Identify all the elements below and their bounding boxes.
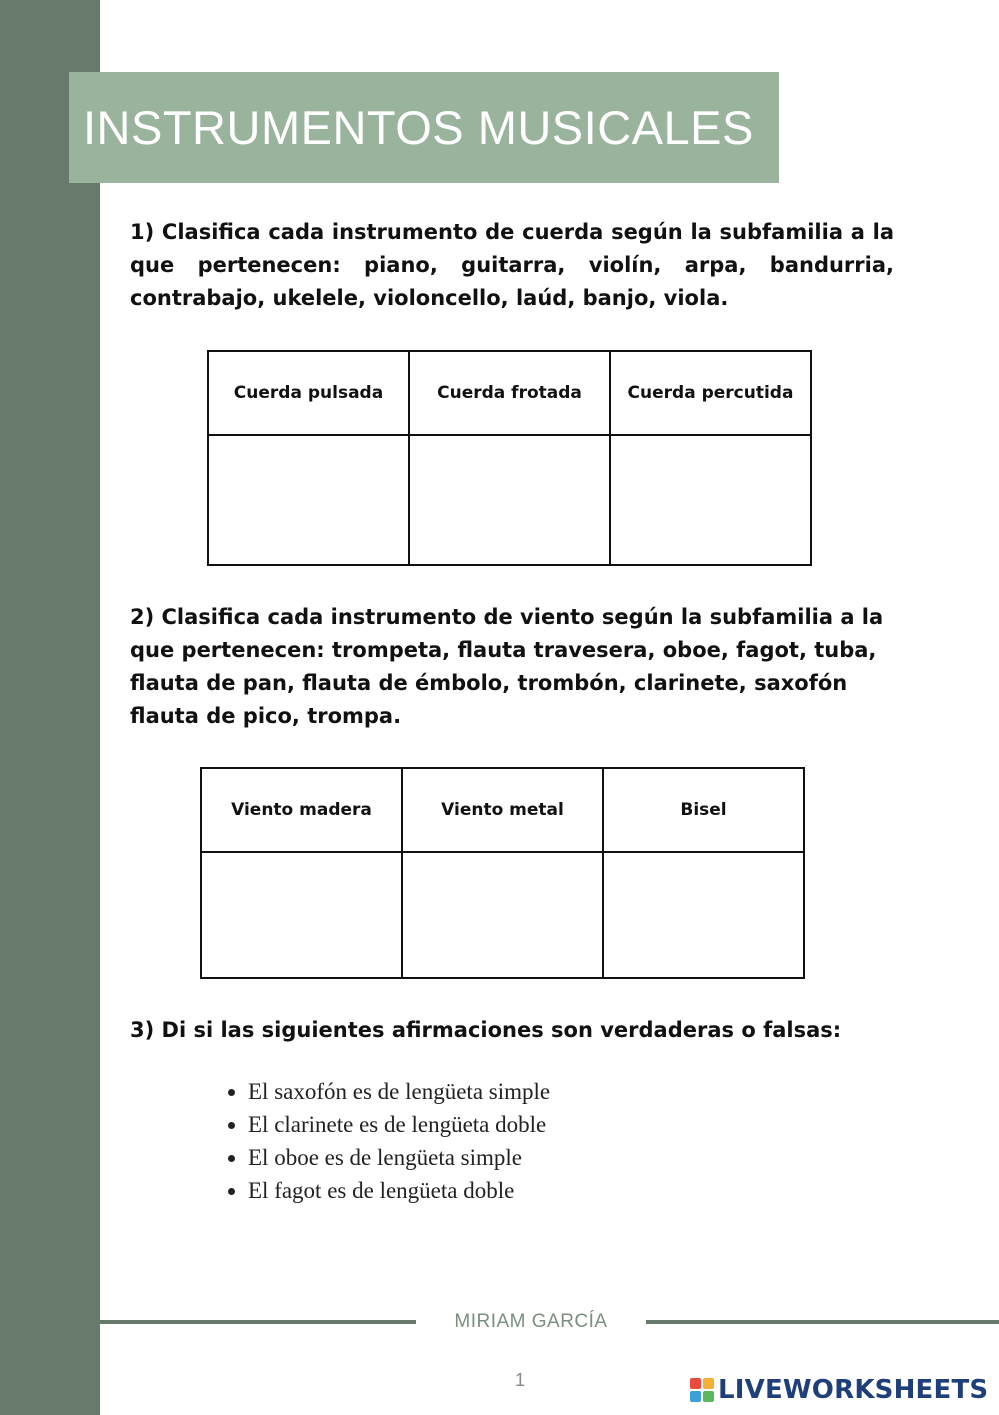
footer-divider-left — [100, 1320, 416, 1324]
side-accent-bar — [0, 0, 100, 1415]
answer-cell[interactable] — [610, 435, 811, 565]
brand-name: LIVEWORKSHEETS — [718, 1375, 989, 1405]
question-3: 3) Di si las siguientes afirmaciones son verdaderas o falsas: — [130, 1018, 842, 1042]
page-title: INSTRUMENTOS MUSICALES — [83, 101, 754, 154]
list-item: • El saxofón es de lengüeta simple — [248, 1075, 550, 1108]
table-header-cell: Cuerda percutida — [610, 351, 811, 435]
table-header-cell: Bisel — [603, 768, 804, 852]
answer-cell[interactable] — [402, 852, 603, 978]
answer-cell[interactable] — [603, 852, 804, 978]
liveworksheets-logo-icon — [690, 1378, 714, 1402]
page-number: 1 — [514, 1370, 525, 1390]
list-item: • El fagot es de lengüeta doble — [248, 1174, 550, 1207]
question-2: 2) Clasifica cada instrumento de viento según la subfamilia a la que pertenecen: trompeta, flauta travesera, oboe, fagot, tuba, flauta de pan, flauta de émbolo, trombón, clarinete, saxofón flauta de pico, trompa. — [130, 605, 884, 728]
answer-cell[interactable] — [208, 435, 409, 565]
string-instruments-table — [207, 350, 812, 566]
table-header-cell: Cuerda frotada — [409, 351, 610, 435]
table-header-cell: Cuerda pulsada — [208, 351, 409, 435]
question-1: 1) Clasifica cada instrumento de cuerda según la subfamilia a la que pertenecen: piano, guitarra, violín, arpa, bandurria, contrabajo, ukelele, violoncello, laúd, banjo, viola. — [130, 220, 894, 310]
footer-divider-right — [646, 1320, 999, 1324]
answer-cell[interactable] — [201, 852, 402, 978]
table-header-cell: Viento metal — [402, 768, 603, 852]
answer-cell[interactable] — [409, 435, 610, 565]
list-item: • El clarinete es de lengüeta doble — [248, 1108, 550, 1141]
author-name: MIRIAM GARCÍA — [454, 1311, 608, 1332]
list-item: • El oboe es de lengüeta simple — [248, 1141, 550, 1174]
liveworksheets-brand[interactable] — [690, 1375, 988, 1405]
title-banner — [69, 72, 779, 183]
wind-instruments-table — [200, 767, 805, 979]
statements-list — [226, 1075, 550, 1207]
table-header-cell: Viento madera — [201, 768, 402, 852]
